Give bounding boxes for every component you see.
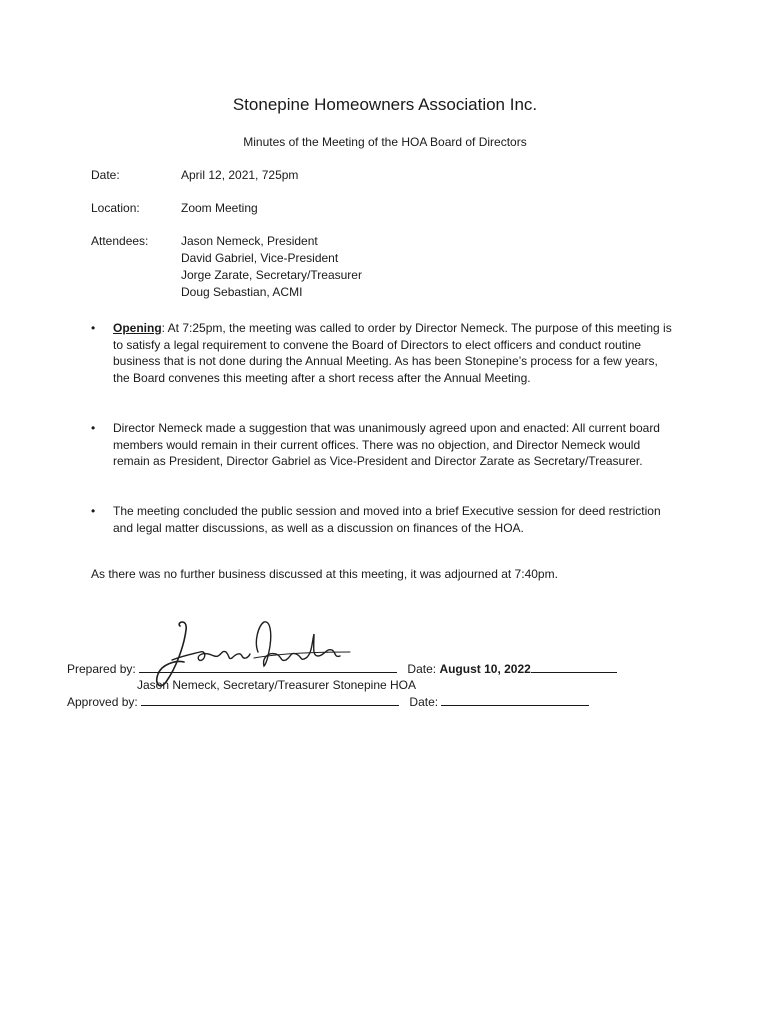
prepared-date-label: Date:	[407, 662, 437, 676]
approved-signature-line	[141, 694, 399, 706]
bullet-icon: •	[91, 504, 96, 518]
bullet-text	[113, 320, 673, 386]
prepared-date-line	[531, 661, 617, 673]
approved-date-line	[441, 694, 589, 706]
attendees-label: Attendees:	[91, 234, 149, 248]
opening-body: : At 7:25pm, the meeting was called to order by Director Nemeck. The purpose of this meeting is to satisfy a legal requirement to convene the Board of Directors to elect officers and conduct routine business that is not done during the Annual Meeting. As has been Stonepine’s process for a few years, the Board convenes this meeting after a short recess after the Annual Meeting.	[113, 321, 672, 385]
approved-date-label: Date:	[409, 695, 439, 709]
location-label: Location:	[91, 201, 140, 215]
bullet-text: The meeting concluded the public session and moved into a brief Executive session for deed restriction and legal matter discussions, as well as a discussion on finances of the HOA.	[113, 504, 661, 535]
attendee-item: Jorge Zarate, Secretary/Treasurer	[181, 268, 362, 282]
approved-by-label: Approved by:	[67, 695, 138, 709]
opening-heading: Opening	[113, 321, 162, 335]
approved-by-row	[67, 694, 589, 709]
attendee-item: Doug Sebastian, ACMI	[181, 285, 303, 299]
attendee-item: Jason Nemeck, President	[181, 234, 318, 248]
date-value: April 12, 2021, 725pm	[181, 168, 299, 182]
location-value: Zoom Meeting	[181, 201, 258, 215]
document-subtitle: Minutes of the Meeting of the HOA Board of Directors	[243, 135, 527, 149]
prepared-date-value: August 10, 2022	[439, 662, 531, 676]
adjournment-statement: As there was no further business discussed at this meeting, it was adjourned at 7:40pm.	[91, 567, 558, 581]
bullet-icon: •	[91, 421, 96, 435]
signer-name: Jason Nemeck, Secretary/Treasurer Stonepine HOA	[137, 678, 417, 692]
date-label: Date:	[91, 168, 120, 182]
prepared-by-row	[67, 661, 617, 676]
attendees-list	[181, 233, 362, 301]
bullet-text: Director Nemeck made a suggestion that was unanimously agreed upon and enacted: All current board members would remain in their current offices. There was no objection, and Director Nemeck would remain as President, Director Gabriel as Vice-President and Director Zarate as Secretary/Treasurer.	[113, 421, 660, 468]
attendee-item: David Gabriel, Vice-President	[181, 251, 339, 265]
prepared-signature-line	[139, 661, 397, 673]
document-title: Stonepine Homeowners Association Inc.	[232, 95, 538, 114]
bullet-icon: •	[91, 321, 96, 335]
prepared-by-label: Prepared by:	[67, 662, 136, 676]
